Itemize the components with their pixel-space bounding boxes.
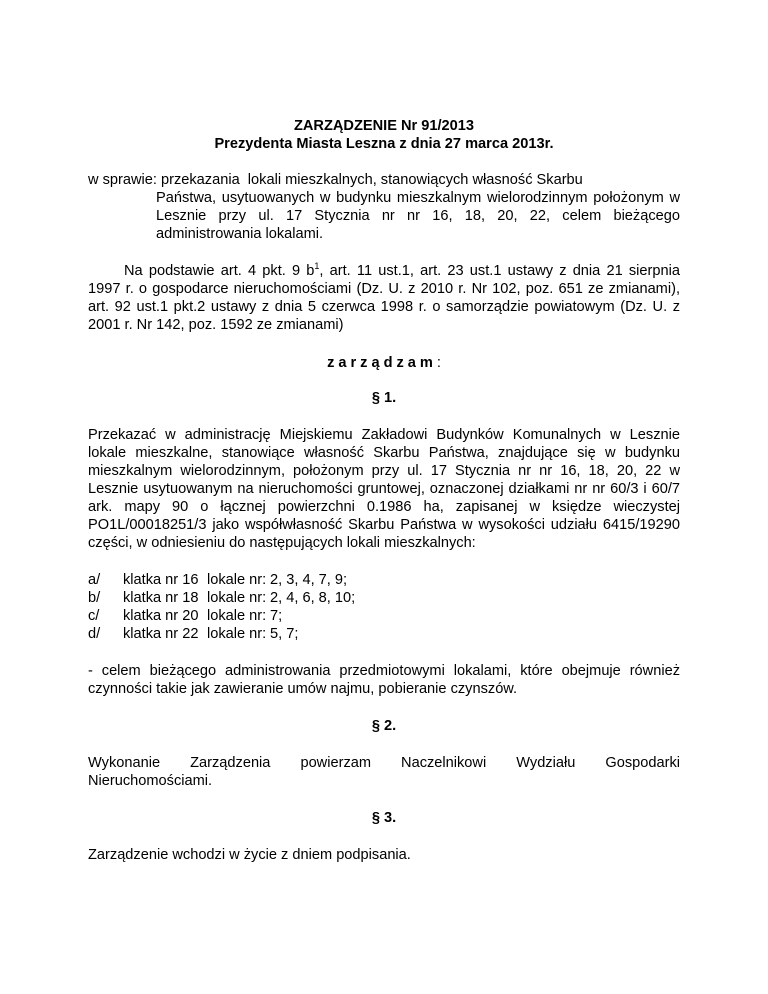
document-title <box>88 117 680 153</box>
section-1-text: Przekazać w administrację Miejskiemu Zakładowi Budynków Komunalnych w Lesznie lokale mieszkalne, stanowiące własność Skarbu Państwa, znajdujące się w budynku mieszkalnym wielorodzinnym, położonym przy ul. 17 Stycznia nr nr 16, 18, 20, 22 w Lesznie usytuowanym na nieruchomości gruntowej, oznaczonej działkami nr nr 60/3 i 60/7 ark. mapy 90 o łącznej powierzchni 0.1986 ha, zapisanej w księdze wieczystej PO1L/00018251/3 jako współwłasność Skarbu Państwa w wysokości udziału 6415/19290 części, w odniesieniu do następujących lokali mieszkalnych: <box>88 427 680 551</box>
subject-first-text: przekazania lokali mieszkalnych, stanowiących własność Skarbu <box>161 172 583 188</box>
legal-basis <box>88 262 680 334</box>
section-3-text: Zarządzenie wchodzi w życie z dniem podpisania. <box>88 847 411 863</box>
list-item <box>88 607 680 625</box>
list-item-numbers: 2, 3, 4, 7, 9; <box>270 572 348 588</box>
list-item-letter: d/ <box>88 626 101 642</box>
list-item-klatka: klatka nr 16 <box>123 572 199 588</box>
section-2-text <box>88 754 680 790</box>
subject-body: Państwa, usytuowanych w budynku mieszkalnym wielorodzinnym położonym w Lesznie przy ul. 17 Stycznia nr nr 16, 18, 20, 22, celem bieżącego administrowania lokalami. <box>156 190 680 242</box>
section-3-heading: § 3. <box>371 810 397 826</box>
section-1-note: - celem bieżącego administrowania przedmiotowymi lokalami, które obejmuje również czynności takie jak zawieranie umów najmu, pobieranie czynszów. <box>88 663 680 697</box>
basis-part-2: , art. 11 ust.1, art. 23 ust.1 ustawy z dnia 21 sierpnia 1997 r. o gospodarce nieruchomościami (Dz. U. z 2010 r. Nr 102, poz. 651 ze zmianami), art. 92 ust.1 pkt.2 ustawy z dnia 5 czerwca 1998 r. o samorządzie powiatowym (Dz. U. z 2001 r. Nr 142, poz. 1592 ze zmianami) <box>88 263 680 333</box>
section-2-word: Naczelnikowi <box>401 755 487 771</box>
subject-first-line <box>88 171 680 189</box>
list-item-klatka: klatka nr 20 <box>123 608 199 624</box>
decree-text: zarządzam <box>327 355 437 371</box>
decree-colon: : <box>436 355 441 371</box>
list-item <box>88 589 680 607</box>
decree-word <box>88 354 680 372</box>
title-line-2: Prezydenta Miasta Leszna z dnia 27 marca 2013r. <box>214 136 554 152</box>
list-item <box>88 571 680 589</box>
list-item <box>88 625 680 643</box>
subject-label: w sprawie: <box>88 172 157 188</box>
section-2-heading: § 2. <box>371 718 397 734</box>
section-2-word: Zarządzenia <box>190 755 271 771</box>
section-1-heading: § 1. <box>371 390 397 406</box>
list-item-letter: b/ <box>88 590 101 606</box>
section-2-line-2: Nieruchomościami. <box>88 773 213 789</box>
list-item-lokale: lokale nr: <box>207 590 267 606</box>
list-item-lokale: lokale nr: <box>207 626 267 642</box>
list-item-letter: c/ <box>88 608 100 624</box>
list-item-numbers: 5, 7; <box>270 626 299 642</box>
basis-part-1: Na podstawie art. 4 pkt. 9 b <box>124 263 315 279</box>
list-item-klatka: klatka nr 18 <box>123 590 199 606</box>
section-2-word: Wydziału <box>516 755 576 771</box>
basis-superscript: 1 <box>314 261 320 272</box>
list-item-numbers: 7; <box>270 608 283 624</box>
list-item-lokale: lokale nr: <box>207 608 267 624</box>
list-item-letter: a/ <box>88 572 101 588</box>
section-2-line-1 <box>88 754 680 772</box>
section-2-word: powierzam <box>300 755 372 771</box>
section-2-word: Wykonanie <box>88 755 161 771</box>
section-2-word: Gospodarki <box>605 755 680 771</box>
document-page <box>88 117 680 864</box>
list-item-klatka: klatka nr 22 <box>123 626 199 642</box>
title-line-1: ZARZĄDZENIE Nr 91/2013 <box>293 118 475 134</box>
list-item-lokale: lokale nr: <box>207 572 267 588</box>
lokale-list <box>88 571 680 643</box>
list-item-numbers: 2, 4, 6, 8, 10; <box>270 590 356 606</box>
subject-block <box>88 171 680 243</box>
